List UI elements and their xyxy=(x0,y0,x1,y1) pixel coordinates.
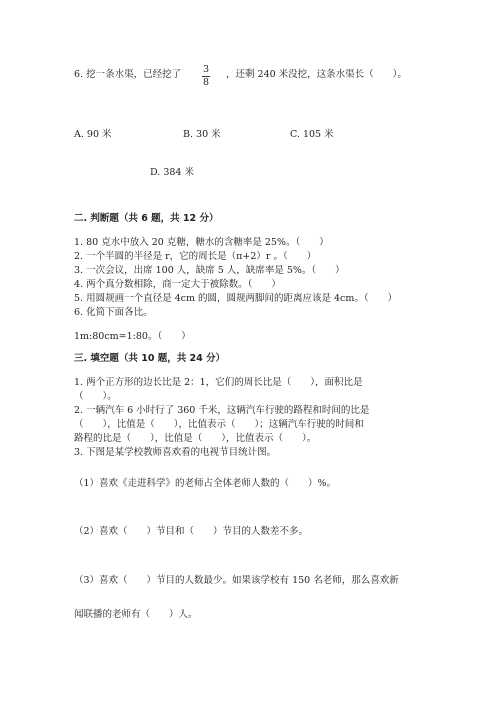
q6-option-d: D. 384 米 xyxy=(150,167,194,178)
sub-question-1: （1）喜欢《走进科学》的老师占全体老师人数的（ ）%。 xyxy=(74,478,337,489)
judge-ratio-line: 1m:80cm=1:80。（ ） xyxy=(74,331,191,342)
fraction-denominator: 8 xyxy=(202,77,210,88)
fill-line-1: 1. 两个正方形的边长比是 2：1，它们的周长比是（ ），面积比是 xyxy=(74,377,363,388)
q6-option-b: B. 30 米 xyxy=(183,129,221,140)
judge-item-6: 6. 化简下面各比。 xyxy=(74,307,153,318)
fill-line-5: 路程的比是（ ），比值是（ ），比值表示（ ）。 xyxy=(74,433,317,444)
fraction-numerator: 3 xyxy=(202,64,210,75)
fill-line-3: 2. 一辆汽车 6 小时行了 360 千米，这辆汽车行驶的路程和时间的比是 xyxy=(74,405,370,416)
q6-stem-suffix: ，还剩 240 米没挖，这条水渠长（ ）。 xyxy=(226,69,407,80)
judge-item-3: 3. 一次会议，出席 100 人，缺席 5 人，缺席率是 5%。（ ） xyxy=(74,265,345,276)
q6-option-c: C. 105 米 xyxy=(290,129,334,140)
judge-item-5: 5. 用圆规画一个直径是 4cm 的圆，圆规两脚间的距离应该是 4cm。（ ） xyxy=(74,293,398,304)
q6-fraction xyxy=(201,64,211,89)
judge-item-2: 2. 一个半圆的半径是 r，它的周长是（π+2）r 。（ ） xyxy=(74,251,317,262)
fill-line-6: 3. 下图是某学校教师喜欢看的电视节目统计图。 xyxy=(74,447,277,458)
judge-item-1: 1. 80 克水中放入 20 克糖，糖水的含糖率是 25%。（ ） xyxy=(74,237,329,248)
q6-option-a: A. 90 米 xyxy=(74,129,112,140)
section-title-judgement: 二. 判断题（共 6 题，共 12 分） xyxy=(74,213,219,224)
sub-question-2: （2）喜欢（ ）节目和（ ）节目的人数差不多。 xyxy=(74,526,309,537)
sub-question-3-line-2: 闻联播的老师有（ ）人。 xyxy=(74,609,198,620)
sub-question-3-line-1: （3）喜欢（ ）节目的人数最少。如果该学校有 150 名老师，那么喜欢新 xyxy=(74,575,399,586)
q6-stem-prefix: 6. 挖一条水渠，已经挖了 xyxy=(74,69,182,80)
section-title-fill: 三. 填空题（共 10 题，共 24 分） xyxy=(74,353,226,364)
fill-line-2: （ ）。 xyxy=(74,391,117,402)
judge-item-4: 4. 两个真分数相除，商一定大于被除数。（ ） xyxy=(74,279,281,290)
fill-line-4: （ ），比值是（ ），比值表示（ ）；这辆汽车行驶的时间和 xyxy=(74,419,364,430)
